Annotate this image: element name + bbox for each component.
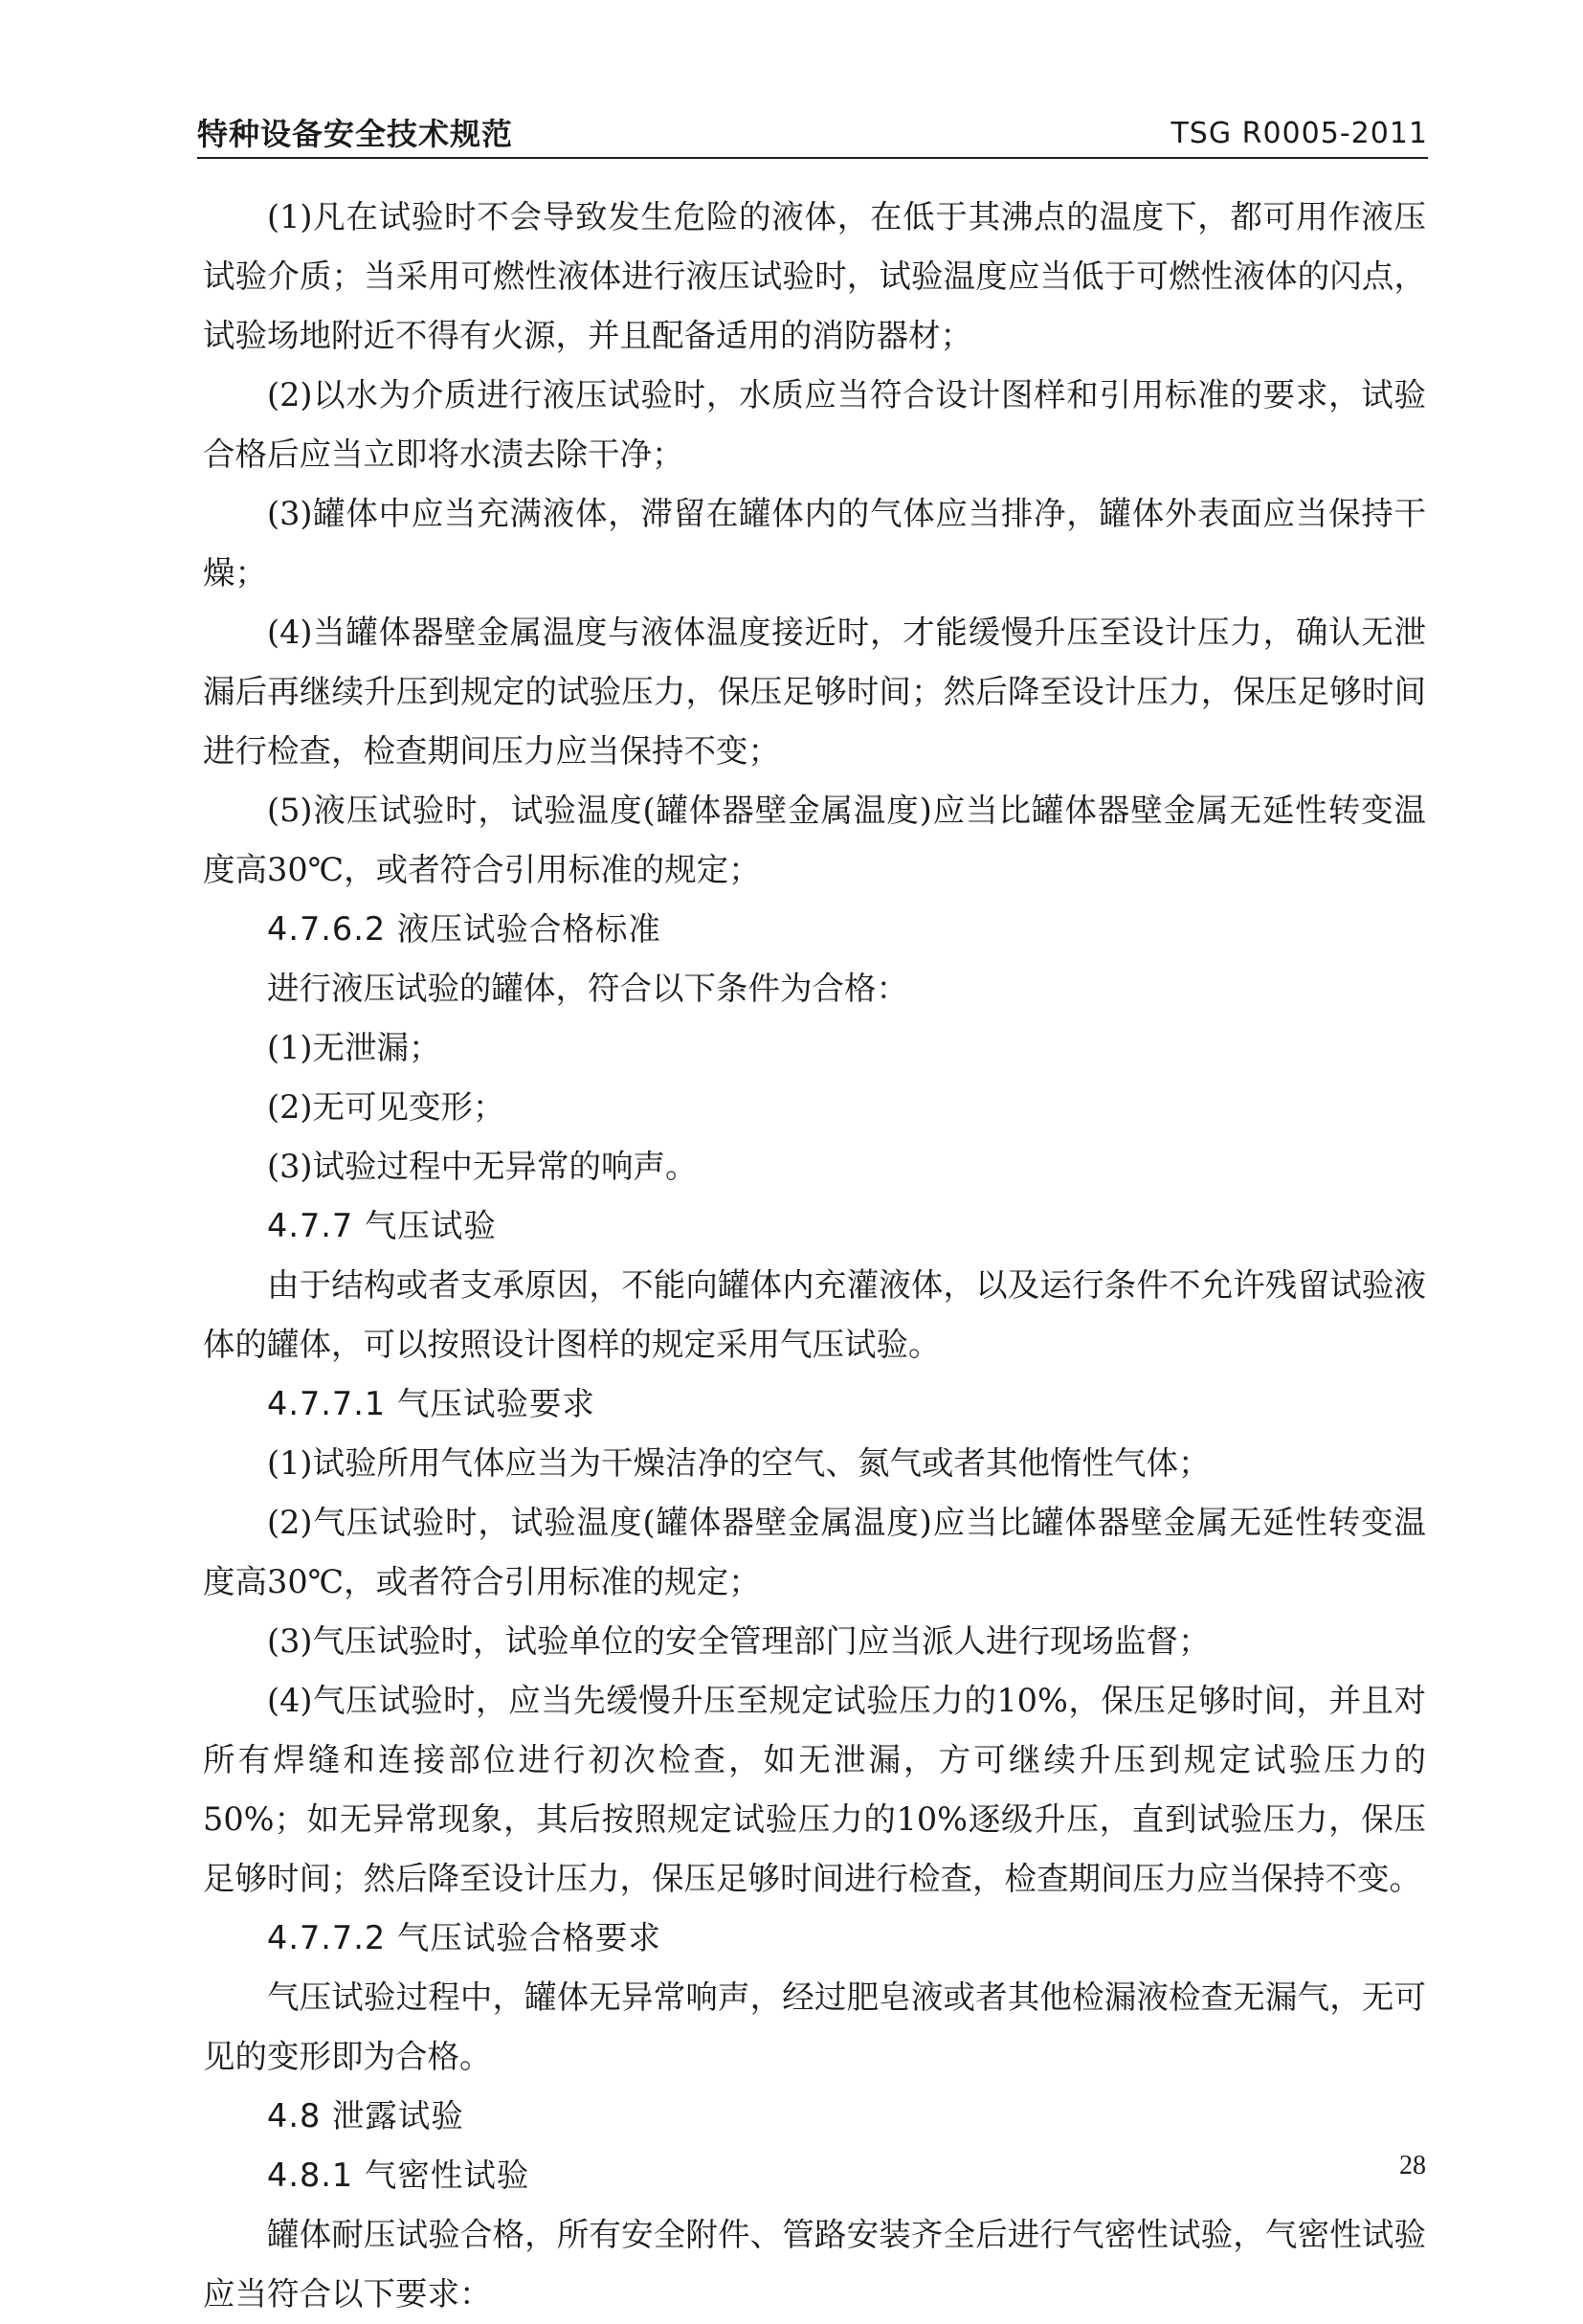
section-heading: 4.7.7 气压试验 xyxy=(267,1207,497,1244)
paragraph: (3)气压试验时，试验单位的安全管理部门应当派人进行现场监督； xyxy=(267,1622,1211,1660)
paragraph: (1)无泄漏； xyxy=(267,1029,441,1066)
paragraph: 罐体耐压试验合格，所有安全附件、管路安装齐全后进行气密性试验，气密性试验应当符合以下要求： xyxy=(203,2216,1426,2313)
section-heading: 4.7.7.1 气压试验要求 xyxy=(267,1385,595,1422)
section-heading: 4.7.7.2 气压试验合格要求 xyxy=(267,1919,661,1956)
paragraph: (1)凡在试验时不会导致发生危险的液体，在低于其沸点的温度下，都可用作液压试验介质；当采用可燃性液体进行液压试验时，试验温度应当低于可燃性液体的闪点，试验场地附近不得有火源，并且配备适用的消防器材； xyxy=(203,198,1426,354)
paragraph: (4)当罐体器壁金属温度与液体温度接近时，才能缓慢升压至设计压力，确认无泄漏后再继续升压到规定的试验压力，保压足够时间；然后降至设计压力，保压足够时间进行检查，检查期间压力应当保持不变； xyxy=(203,614,1426,770)
header-title: 特种设备安全技术规范 xyxy=(197,116,514,152)
paragraph: (1)试验所用气体应当为干燥洁净的空气、氮气或者其他惰性气体； xyxy=(267,1444,1211,1482)
section-heading: 4.7.6.2 液压试验合格标准 xyxy=(267,910,661,948)
paragraph: (3)试验过程中无异常的响声。 xyxy=(267,1148,698,1185)
paragraph: (2)以水为介质进行液压试验时，水质应当符合设计图样和引用标准的要求，试验合格后应当立即将水渍去除干净； xyxy=(203,376,1426,473)
document-body xyxy=(203,188,1426,2324)
paragraph: (2)无可见变形； xyxy=(267,1088,505,1126)
paragraph: 进行液压试验的罐体，符合以下条件为合格： xyxy=(267,970,908,1007)
paragraph: (5)液压试验时，试验温度(罐体器壁金属温度)应当比罐体器壁金属无延性转变温度高30℃，或者符合引用标准的规定； xyxy=(203,792,1426,888)
section-heading: 4.8 泄露试验 xyxy=(267,2097,464,2134)
page-header xyxy=(197,113,1428,159)
paragraph: (3)罐体中应当充满液体，滞留在罐体内的气体应当排净，罐体外表面应当保持干燥； xyxy=(203,495,1426,592)
header-standard-code: TSG R0005-2011 xyxy=(1171,117,1428,150)
paragraph: 气压试验过程中，罐体无异常响声，经过肥皂液或者其他检漏液检查无漏气，无可见的变形即为合格。 xyxy=(203,1978,1426,2075)
section-heading: 4.8.1 气密性试验 xyxy=(267,2156,530,2194)
paragraph: 由于结构或者支承原因，不能向罐体内充灌液体，以及运行条件不允许残留试验液体的罐体，可以按照设计图样的规定采用气压试验。 xyxy=(203,1266,1426,1363)
paragraph: (2)气压试验时，试验温度(罐体器壁金属温度)应当比罐体器壁金属无延性转变温度高30℃，或者符合引用标准的规定； xyxy=(203,1504,1426,1600)
paragraph: (4)气压试验时，应当先缓慢升压至规定试验压力的10%，保压足够时间，并且对所有焊缝和连接部位进行初次检查，如无泄漏，方可继续升压到规定试验压力的50%；如无异常现象，其后按照规定试验压力的10%逐级升压，直到试验压力，保压足够时间；然后降至设计压力，保压足够时间进行检查，检查期间压力应当保持不变。 xyxy=(203,1682,1426,1897)
page-number: 28 xyxy=(1399,2151,1426,2180)
